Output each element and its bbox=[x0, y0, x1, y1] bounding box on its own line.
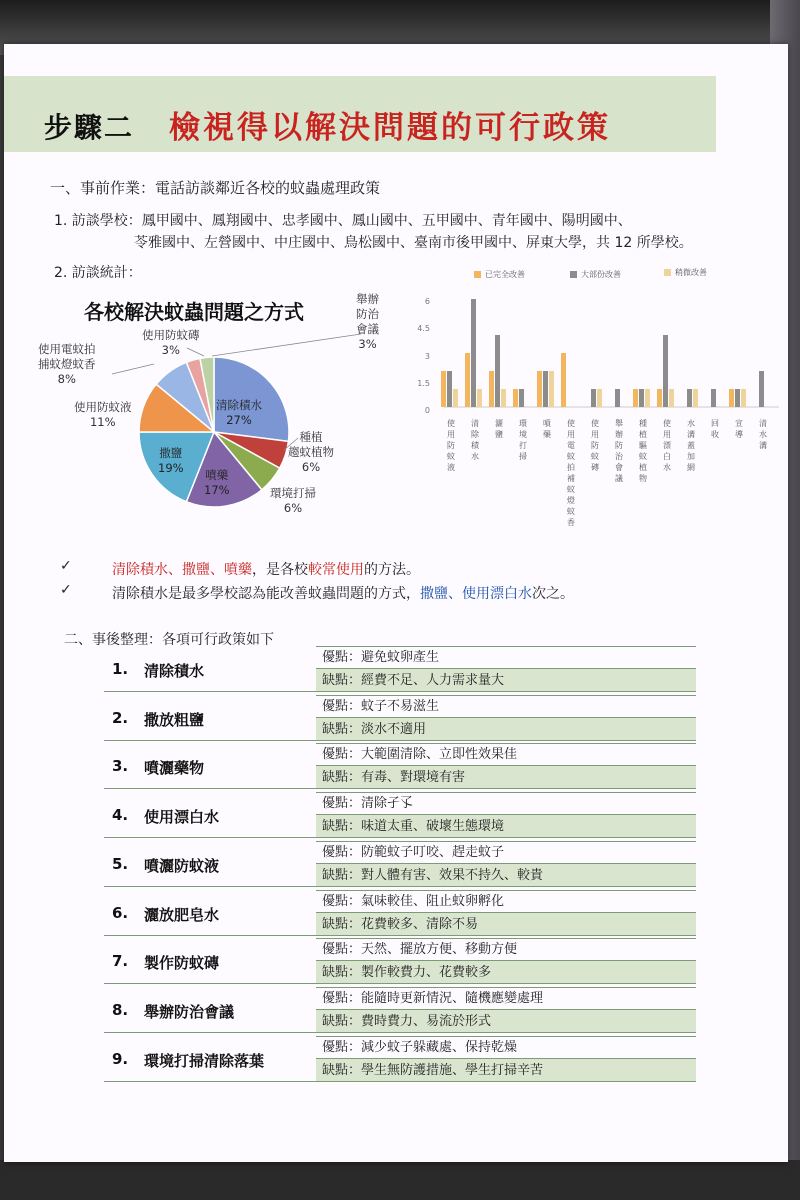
bar-2-2 bbox=[501, 389, 506, 407]
background-bottom bbox=[0, 1160, 800, 1200]
bar-2-9 bbox=[669, 389, 674, 407]
policy-number: 7. bbox=[112, 952, 129, 971]
pie-label-brick: 使用防蚊磚 3% bbox=[142, 328, 200, 357]
conclusion-2: 清除積水是最多學校認為能改善蚊蟲問題的方式，撒鹽、使用漂白水次之。 bbox=[112, 586, 574, 602]
bar-1-11 bbox=[711, 389, 716, 407]
policy-con: 缺點：有毒、對環境有害 bbox=[316, 765, 696, 789]
policy-con: 缺點：花費較多、清除不易 bbox=[316, 912, 696, 936]
row-divider bbox=[104, 837, 316, 838]
policy-name: 噴灑防蚊液 bbox=[144, 856, 220, 875]
x-label-racket: 使用電蚊拍補蚊燈蚊香 bbox=[567, 419, 575, 527]
bar-0-2 bbox=[489, 371, 494, 407]
bar-2-1 bbox=[477, 389, 482, 407]
policy-pro: 優點：大範圍清除、立即性效果佳 bbox=[316, 743, 696, 765]
pie-label-spray: 噴藥 17% bbox=[204, 468, 230, 497]
bar-0-8 bbox=[633, 389, 638, 407]
policy-con: 缺點：學生無防護措施、學生打掃辛苦 bbox=[316, 1058, 696, 1082]
policy-name: 灑放肥皂水 bbox=[144, 905, 220, 924]
policy-con: 缺點：對人體有害、效果不持久、較貴 bbox=[316, 863, 696, 887]
bar-1-0 bbox=[447, 371, 452, 407]
row-divider bbox=[104, 788, 316, 789]
x-label-cleaning: 環境打掃 bbox=[519, 419, 527, 461]
bar-2-10 bbox=[693, 389, 698, 407]
bar-2-12 bbox=[741, 389, 746, 407]
policy-con: 缺點：味道太重、破壞生態環境 bbox=[316, 814, 696, 838]
section1-title: 一、事前作業：電話訪談鄰近各校的蚊蟲處理政策 bbox=[50, 179, 381, 197]
policy-pro: 優點：減少蚊子躲藏處、保持乾燥 bbox=[316, 1036, 696, 1058]
policy-name: 撒放粗鹽 bbox=[144, 710, 205, 729]
check-icon: ✓ bbox=[60, 558, 72, 574]
row-divider bbox=[104, 935, 316, 936]
bar-0-4 bbox=[537, 371, 542, 407]
policy-number: 6. bbox=[112, 903, 129, 922]
page-title: 檢視得以解決問題的可行政策 bbox=[169, 110, 611, 146]
x-label-ditch: 清水溝 bbox=[759, 419, 767, 450]
bar-1-6 bbox=[591, 389, 596, 407]
policy-pro: 優點：防範蚊子叮咬、趕走蚊子 bbox=[316, 841, 696, 863]
bar-1-7 bbox=[615, 389, 620, 407]
row-divider bbox=[104, 740, 316, 741]
row-divider bbox=[104, 691, 316, 692]
bar-1-2 bbox=[495, 335, 500, 407]
schools-line2: 苓雅國中、左營國中、中庄國中、鳥松國中、臺南市後甲國中、屏東大學，共 12 所學校。 bbox=[134, 235, 693, 251]
y-tick-1-5: 1.5 bbox=[417, 379, 430, 388]
bar-0-12 bbox=[729, 389, 734, 407]
policy-pro: 優點：避免蚊卵產生 bbox=[316, 646, 696, 668]
schools-line1: 1. 訪談學校：鳳甲國中、鳳翔國中、忠孝國中、鳳山國中、五甲國中、青年國中、陽明國中、 bbox=[54, 213, 632, 229]
x-label-clear-water: 清除積水 bbox=[471, 419, 479, 461]
policy-pro: 優點：清除孑孓 bbox=[316, 792, 696, 814]
policy-name: 清除積水 bbox=[144, 662, 205, 680]
policy-con: 缺點：經費不足、人力需求量大 bbox=[316, 668, 696, 692]
policy-pro: 優點：氣味較佳、阻止蚊卵孵化 bbox=[316, 890, 696, 912]
bar-1-8 bbox=[639, 389, 644, 407]
x-label-drain-net: 水溝蓋加網 bbox=[687, 419, 695, 472]
row-divider bbox=[104, 1032, 316, 1033]
pie-label-cleaning: 環境打掃 6% bbox=[270, 486, 316, 515]
bar-1-1 bbox=[471, 299, 476, 407]
policy-number: 2. bbox=[112, 708, 129, 727]
pie-title: 各校解決蚊蟲問題之方式 bbox=[84, 300, 304, 324]
bar-2-8 bbox=[645, 389, 650, 407]
bar-chart bbox=[434, 294, 784, 414]
bar-0-3 bbox=[513, 389, 518, 407]
conclusion-1: 清除積水、撒鹽、噴藥，是各校較常使用的方法。 bbox=[112, 562, 420, 578]
pie-label-meeting: 舉辦 防治 會議 3% bbox=[356, 292, 379, 351]
y-tick-0: 0 bbox=[424, 406, 430, 415]
policy-pro: 優點：蚊子不易滋生 bbox=[316, 695, 696, 717]
bar-0-1 bbox=[465, 353, 470, 407]
x-label-promote: 宣導 bbox=[735, 419, 743, 439]
bar-1-4 bbox=[543, 371, 548, 407]
x-label-plants: 種植驅蚊植物 bbox=[639, 419, 647, 483]
bar-1-3 bbox=[519, 389, 524, 407]
policy-name: 噴灑藥物 bbox=[144, 759, 205, 778]
x-label-recycle: 回收 bbox=[711, 419, 719, 439]
policy-pro: 優點：能隨時更新情況、隨機應變處理 bbox=[316, 987, 696, 1009]
policy-number: 5. bbox=[112, 854, 129, 873]
bar-1-12 bbox=[735, 389, 740, 407]
bar-2-6 bbox=[597, 389, 602, 407]
bar-2-0 bbox=[453, 389, 458, 407]
x-label-meeting: 舉辦防治會議 bbox=[615, 419, 623, 483]
x-label-repellent: 使用防蚊液 bbox=[447, 419, 455, 472]
bar-2-4 bbox=[549, 371, 554, 407]
bar-0-9 bbox=[657, 389, 662, 407]
y-tick-4-5: 4.5 bbox=[417, 324, 430, 333]
pie-label-clear-water: 清除積水 27% bbox=[216, 398, 262, 427]
policy-number: 8. bbox=[112, 1000, 129, 1019]
policy-pro: 優點：天然、擺放方便、移動方便 bbox=[316, 938, 696, 960]
x-label-salt: 灑鹽 bbox=[495, 419, 503, 439]
legend-most: 大部份改善 bbox=[570, 269, 621, 280]
policy-name: 環境打掃清除落葉 bbox=[144, 1051, 265, 1070]
check-icon: ✓ bbox=[60, 582, 72, 598]
y-tick-6: 6 bbox=[424, 297, 430, 306]
policy-con: 缺點：費時費力、易流於形式 bbox=[316, 1009, 696, 1033]
policy-con: 缺點：製作較費力、花費較多 bbox=[316, 960, 696, 984]
bar-1-10 bbox=[687, 389, 692, 407]
policy-con: 缺點：淡水不適用 bbox=[316, 717, 696, 741]
pie-label-salt: 撒鹽 19% bbox=[158, 446, 184, 475]
bar-1-13 bbox=[759, 371, 764, 407]
row-divider bbox=[104, 983, 316, 984]
policy-number: 4. bbox=[112, 806, 129, 825]
legend-slight: 稍微改善 bbox=[664, 267, 707, 278]
policy-name: 使用漂白水 bbox=[144, 808, 220, 827]
bar-0-0 bbox=[441, 371, 446, 407]
pie-label-racket: 使用電蚊拍 捕蚊燈蚊香 8% bbox=[38, 342, 96, 386]
policy-number: 3. bbox=[112, 757, 129, 776]
poster bbox=[4, 44, 788, 1162]
pie-label-repellent: 使用防蚊液 11% bbox=[74, 400, 132, 429]
x-label-brick: 使用防蚊磚 bbox=[591, 419, 599, 472]
row-divider bbox=[104, 886, 316, 887]
step-label: 步驟二 bbox=[44, 111, 135, 144]
policy-name: 舉辦防治會議 bbox=[144, 1002, 235, 1021]
bar-1-9 bbox=[663, 335, 668, 407]
section2-title: 二、事後整理：各項可行政策如下 bbox=[64, 632, 274, 648]
row-divider bbox=[104, 1081, 316, 1082]
policy-name: 製作防蚊磚 bbox=[144, 954, 220, 973]
bar-0-5 bbox=[561, 353, 566, 407]
policy-number: 9. bbox=[112, 1049, 129, 1068]
pie-label-plants: 種植 趨蚊植物 6% bbox=[288, 430, 334, 474]
stats-label: 2. 訪談統計： bbox=[54, 265, 142, 281]
x-label-spray: 噴藥 bbox=[543, 419, 551, 439]
policy-number: 1. bbox=[112, 660, 129, 678]
y-tick-3: 3 bbox=[424, 352, 430, 361]
x-label-bleach: 使用漂白水 bbox=[663, 419, 671, 472]
legend-full: 已完全改善 bbox=[474, 269, 525, 280]
